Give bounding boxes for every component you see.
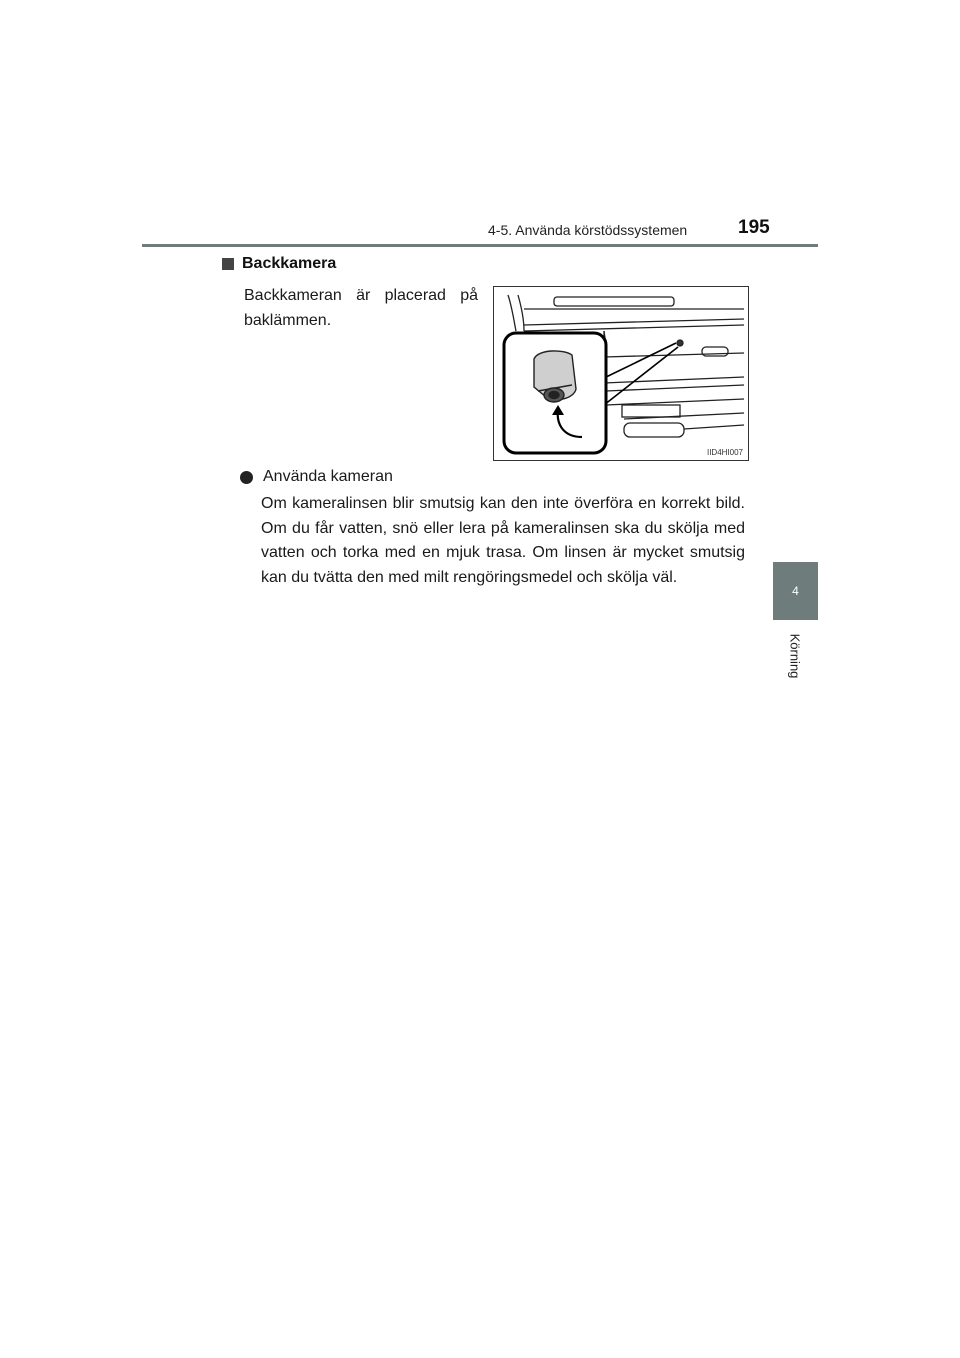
header-divider [142, 244, 818, 247]
chapter-number: 4 [792, 584, 799, 598]
round-bullet-icon [240, 471, 253, 484]
section-heading-text: Backkamera [242, 255, 337, 272]
page-number: 195 [738, 217, 770, 238]
section-title: 4-5. Använda körstödssystemen [488, 222, 688, 238]
chapter-tab [773, 562, 818, 620]
chapter-label: Körning [787, 633, 803, 679]
camera-location-illustration [493, 286, 749, 461]
cleaning-instructions-paragraph: Om kameralinsen blir smutsig kan den inte överföra en korrekt bild. Om du får vatten, snö eller lera på kameralinsen ska du skölja med vatten och torka med en mjuk trasa. Om linsen är mycket smutsig kan du tvätta den med milt rengöringsmedel och skölja väl. [261, 495, 745, 586]
figure-code: IID4HI007 [706, 448, 743, 457]
bullet-heading-text: Använda kameran [263, 468, 393, 485]
section-heading [222, 255, 336, 273]
tailgate-camera-drawing [494, 287, 750, 462]
square-bullet-icon [222, 258, 234, 270]
intro-paragraph: Backkameran är placerad på baklämmen. [244, 287, 478, 329]
bullet-heading [240, 468, 393, 486]
